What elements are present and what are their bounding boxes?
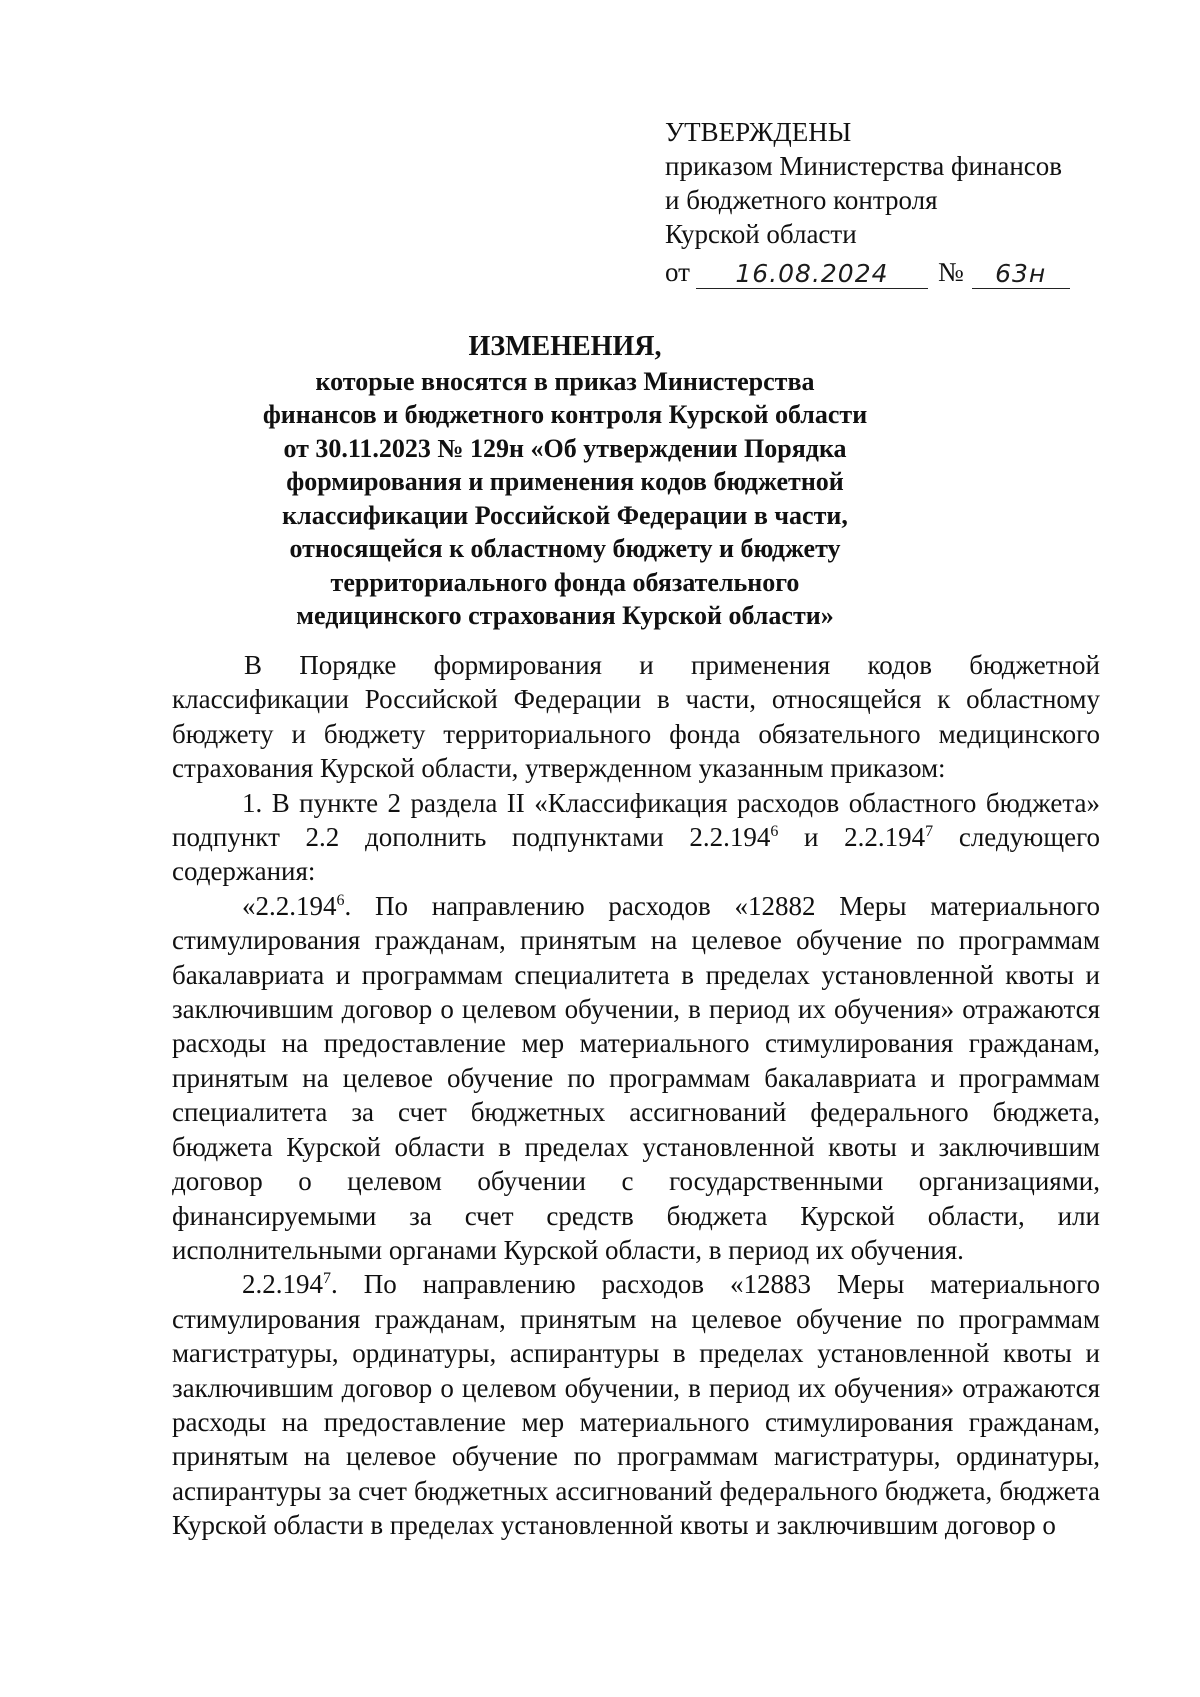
- paragraph-text: . По направлению расходов «12882 Меры материального стимулирования гражданам, принятым на целевое обучение по программам бакалавриата и программам специалитета в пределах установленной квоты и заключившим договор о целевом обучении, в период их обучения» отражаются расходы на предоставление мер материального стимулирования гражданам, принятым на целевое обучение по программам бакалавриата и программам специалитета за счет бюджетных ассигнований федерального бюджета, бюджета Курской области в пределах установленной квоты и заключившим договор о целевом обучении с государственными организациями, финансируемыми за счет средств бюджета Курской области, или исполнительными органами Курской области, в период их обучения.: [172, 890, 1100, 1265]
- superscript: 7: [323, 1270, 331, 1288]
- paragraph-text: . По направлению расходов «12883 Меры материального стимулирования гражданам, принятым на целевое обучение по программам магистратуры, ординатуры, аспирантуры в пределах установленной квоты и заключившим договор о целевом обучении, в период их обучения» отражаются расходы на предоставление мер материального стимулирования гражданам, принятым на целевое обучение по программам магистратуры, ординатуры, аспирантуры за счет бюджетных ассигнований федерального бюджета, бюджета Курской области в пределах установленной квоты и заключившим договор о: [172, 1269, 1100, 1541]
- title-line: которые вносятся в приказ Министерства: [315, 366, 815, 396]
- superscript: 6: [770, 823, 779, 841]
- handwritten-date: 16.08.2024: [735, 259, 889, 288]
- paragraph-item-1: [172, 786, 1100, 889]
- handwritten-number: 63н: [995, 259, 1047, 288]
- paragraph-text: 2.2.194: [242, 1269, 323, 1300]
- title-line: от 30.11.2023 № 129н «Об утверждении Порядка: [283, 433, 847, 463]
- paragraph-text: «2.2.194: [242, 890, 337, 921]
- title-line: относящейся к областному бюджету и бюджету: [289, 534, 841, 563]
- paragraph-text: 1. В пункте 2 раздела II «Классификация расходов областного бюджета» подпункт 2.2 дополнить подпунктами 2.2.194: [172, 787, 1100, 853]
- approval-date-line: [665, 255, 1135, 289]
- number-sign: №: [937, 257, 964, 287]
- title-line: территориального фонда обязательного: [330, 567, 800, 597]
- title-line: формирования и применения кодов бюджетной: [286, 467, 844, 496]
- document-body: [172, 648, 1100, 1543]
- paragraph-text: и 2.2.194: [778, 822, 926, 853]
- date-prefix: от: [665, 257, 690, 287]
- approval-block: [665, 115, 1135, 289]
- title-line: финансов и бюджетного контроля Курской области: [262, 400, 868, 429]
- approval-heading: УТВЕРЖДЕНЫ: [665, 117, 852, 147]
- paragraph-subitem-194-6: [172, 889, 1100, 1267]
- title-line: классификации Российской Федерации в части,: [282, 500, 848, 530]
- date-field: [696, 258, 928, 289]
- paragraph-intro: В Порядке формирования и применения кодов бюджетной классификации Российской Федерации в части, относящейся к областному бюджету и бюджету территориального фонда обязательного медицинского страхования Курской области, утвержденном указанным приказом:: [172, 650, 1100, 784]
- title-line: медицинского страхования Курской области»: [296, 601, 834, 630]
- title-main: ИЗМЕНЕНИЯ,: [468, 331, 662, 362]
- number-field: [972, 258, 1070, 289]
- paragraph-subitem-194-7: [172, 1267, 1100, 1542]
- approval-line: Курской области: [665, 219, 857, 249]
- document-title: [150, 330, 980, 633]
- superscript: 6: [336, 891, 345, 909]
- approval-line: и бюджетного контроля: [665, 185, 938, 215]
- superscript: 7: [925, 823, 934, 841]
- approval-line: приказом Министерства финансов: [665, 151, 1063, 181]
- paragraph-text: следующего содержания:: [172, 822, 1101, 887]
